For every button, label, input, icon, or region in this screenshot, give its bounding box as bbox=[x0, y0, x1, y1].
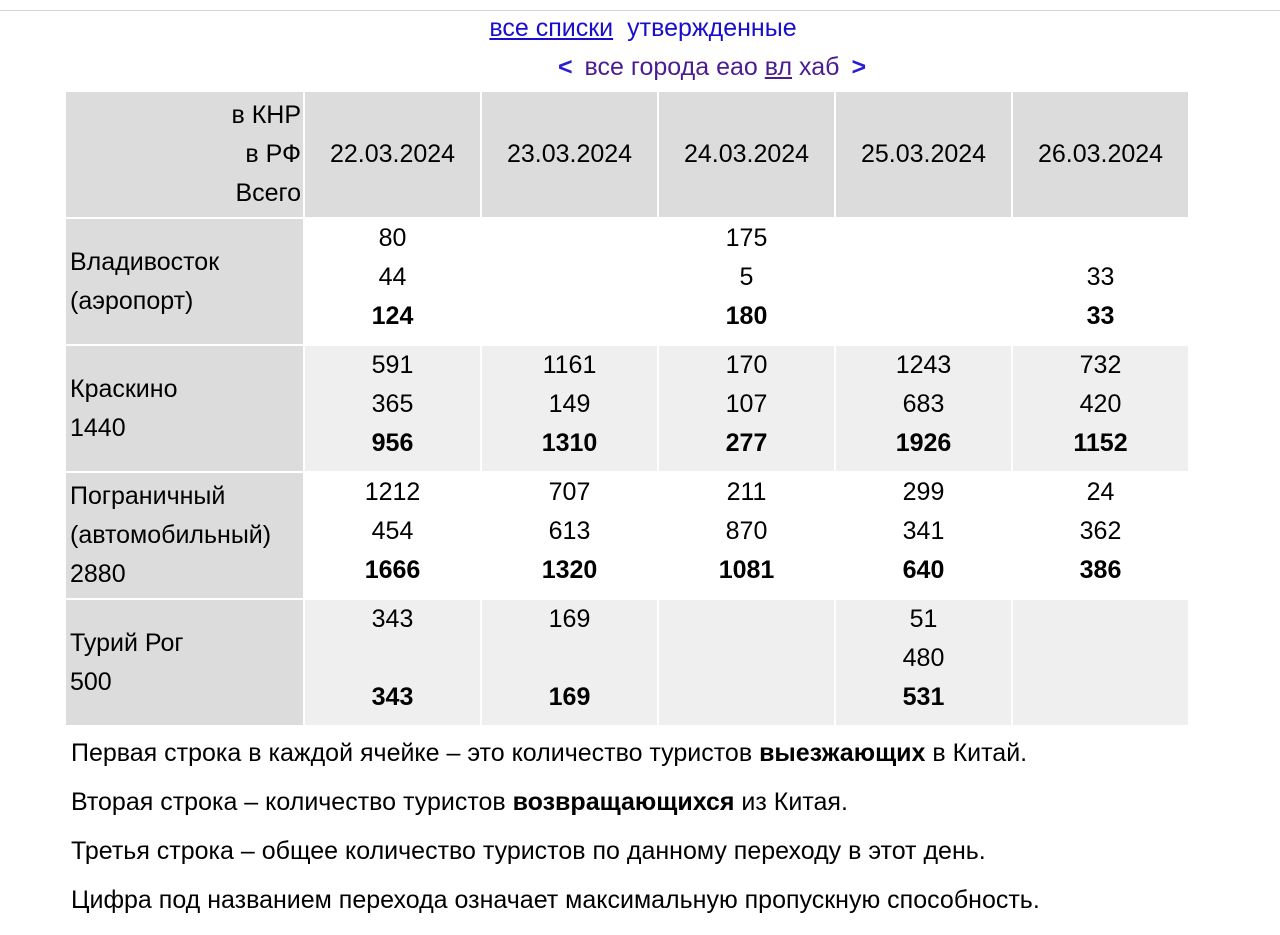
total-count: 956 bbox=[371, 429, 414, 457]
total-count: 386 bbox=[1079, 556, 1122, 584]
corner-label-to-china: в КНР bbox=[231, 101, 301, 129]
note-emphasis: выезжающих bbox=[759, 739, 926, 767]
data-cell bbox=[1013, 473, 1188, 598]
all-lists-link[interactable]: все списки bbox=[489, 14, 614, 42]
next-arrow-button[interactable]: > bbox=[851, 53, 867, 81]
inbound-count: 870 bbox=[725, 517, 768, 545]
approved-link[interactable]: утвержденные bbox=[627, 14, 797, 42]
inbound-count: 454 bbox=[371, 517, 414, 545]
table-row bbox=[66, 600, 1188, 725]
data-cell bbox=[1013, 346, 1188, 471]
outbound-count: 1212 bbox=[364, 478, 421, 506]
corner-label-total: Всего bbox=[235, 179, 301, 207]
crossing-capacity: 500 bbox=[70, 667, 112, 696]
data-cell bbox=[836, 219, 1011, 344]
data-cell bbox=[659, 600, 834, 725]
note-text: Вторая строка – количество туристов bbox=[71, 788, 513, 816]
total-count: 124 bbox=[371, 302, 414, 330]
inbound-count: 341 bbox=[902, 517, 945, 545]
header-corner bbox=[66, 92, 303, 217]
total-count: 1081 bbox=[718, 556, 775, 584]
total-count bbox=[482, 297, 657, 336]
total-count: 277 bbox=[725, 429, 768, 457]
outbound-count: 343 bbox=[371, 605, 414, 633]
date-header: 26.03.2024 bbox=[1013, 92, 1188, 217]
inbound-count: 107 bbox=[725, 390, 768, 418]
data-cell bbox=[659, 473, 834, 598]
total-count bbox=[836, 297, 1011, 336]
inbound-count: 365 bbox=[371, 390, 414, 418]
inbound-count bbox=[659, 639, 834, 678]
top-divider bbox=[0, 10, 1280, 11]
note-line-3: Третья строка – общее количество туристов по данному переходу в этот день. bbox=[71, 837, 986, 865]
date-header: 23.03.2024 bbox=[482, 92, 657, 217]
note-line-1 bbox=[71, 730, 1271, 779]
legend-notes bbox=[71, 730, 1271, 926]
inbound-count: 5 bbox=[739, 263, 754, 291]
outbound-count: 175 bbox=[725, 224, 768, 252]
data-cell bbox=[482, 219, 657, 344]
inbound-count: 480 bbox=[902, 644, 945, 672]
crossing-name: Турий Рог bbox=[70, 628, 184, 657]
inbound-count: 44 bbox=[378, 263, 407, 291]
inbound-count bbox=[482, 258, 657, 297]
date-header: 25.03.2024 bbox=[836, 92, 1011, 217]
total-count: 1666 bbox=[364, 556, 421, 584]
inbound-count: 420 bbox=[1079, 390, 1122, 418]
data-cell bbox=[836, 346, 1011, 471]
date-header: 24.03.2024 bbox=[659, 92, 834, 217]
inbound-count bbox=[305, 639, 480, 678]
city-hab-link[interactable]: хаб bbox=[799, 53, 840, 81]
note-text: в Китай. bbox=[925, 739, 1028, 767]
data-cell bbox=[482, 600, 657, 725]
outbound-count: 299 bbox=[902, 478, 945, 506]
outbound-count: 707 bbox=[548, 478, 591, 506]
note-line-2 bbox=[71, 779, 1271, 828]
outbound-count bbox=[1013, 600, 1188, 639]
outbound-count: 732 bbox=[1079, 351, 1122, 379]
total-count: 640 bbox=[902, 556, 945, 584]
data-cell bbox=[836, 600, 1011, 725]
outbound-count: 51 bbox=[909, 605, 938, 633]
crossing-subtitle: (автомобильный) bbox=[70, 521, 272, 549]
crossing-name: Краскино bbox=[70, 374, 178, 403]
outbound-count bbox=[1013, 219, 1188, 258]
outbound-count: 169 bbox=[548, 605, 591, 633]
crossing-name: Пограничный bbox=[70, 482, 226, 510]
city-nav bbox=[0, 51, 1280, 83]
total-count: 531 bbox=[902, 683, 945, 711]
data-cell bbox=[659, 219, 834, 344]
table-row bbox=[66, 219, 1188, 344]
total-count: 169 bbox=[548, 683, 591, 711]
outbound-count: 170 bbox=[725, 351, 768, 379]
total-count: 1320 bbox=[541, 556, 598, 584]
outbound-count bbox=[659, 600, 834, 639]
total-count: 1926 bbox=[895, 429, 952, 457]
outbound-count: 591 bbox=[371, 351, 414, 379]
data-cell bbox=[305, 600, 480, 725]
total-count bbox=[659, 678, 834, 717]
total-count: 1152 bbox=[1073, 429, 1128, 457]
crossing-label bbox=[66, 473, 303, 598]
total-count: 1310 bbox=[541, 429, 598, 457]
outbound-count: 1243 bbox=[895, 351, 952, 379]
data-cell bbox=[482, 473, 657, 598]
outbound-count: 24 bbox=[1086, 478, 1115, 506]
outbound-count bbox=[836, 219, 1011, 258]
date-header: 22.03.2024 bbox=[305, 92, 480, 217]
data-cell bbox=[482, 346, 657, 471]
table-row bbox=[66, 346, 1188, 471]
outbound-count: 211 bbox=[726, 478, 767, 506]
inbound-count bbox=[836, 258, 1011, 297]
tourist-flow-table bbox=[64, 90, 1190, 727]
crossing-capacity: 2880 bbox=[70, 560, 126, 588]
note-text: из Китая. bbox=[734, 788, 848, 816]
corner-label-to-russia: в РФ bbox=[245, 140, 301, 168]
data-cell bbox=[1013, 219, 1188, 344]
total-count: 343 bbox=[371, 683, 414, 711]
city-vl-link[interactable]: вл bbox=[764, 53, 793, 81]
inbound-count: 149 bbox=[548, 390, 591, 418]
inbound-count bbox=[482, 639, 657, 678]
data-cell bbox=[305, 346, 480, 471]
data-cell bbox=[836, 473, 1011, 598]
total-count: 33 bbox=[1086, 302, 1115, 330]
crossing-label bbox=[66, 600, 303, 725]
total-count bbox=[1013, 678, 1188, 717]
note-line-4: Цифра под названием перехода означает максимальную пропускную способность. bbox=[71, 886, 1040, 914]
data-cell bbox=[659, 346, 834, 471]
outbound-count bbox=[482, 219, 657, 258]
header-row bbox=[66, 92, 1188, 217]
note-text: Первая строка в каждой ячейке – это количество туристов bbox=[71, 739, 760, 767]
crossing-label bbox=[66, 346, 303, 471]
city-eao-link[interactable]: еао bbox=[716, 53, 758, 81]
inbound-count: 613 bbox=[548, 517, 591, 545]
note-emphasis: возвращающихся bbox=[512, 788, 735, 816]
inbound-count bbox=[1013, 639, 1188, 678]
data-cell bbox=[1013, 600, 1188, 725]
crossing-label bbox=[66, 219, 303, 344]
total-count: 180 bbox=[725, 302, 768, 330]
list-nav bbox=[0, 12, 1280, 44]
prev-arrow-button[interactable]: < bbox=[557, 53, 573, 81]
table-row bbox=[66, 473, 1188, 598]
data-cell bbox=[305, 219, 480, 344]
outbound-count: 1161 bbox=[542, 351, 597, 379]
crossing-subtitle: (аэропорт) bbox=[70, 286, 194, 315]
inbound-count: 362 bbox=[1079, 517, 1122, 545]
inbound-count: 683 bbox=[902, 390, 945, 418]
data-cell bbox=[305, 473, 480, 598]
crossing-capacity: 1440 bbox=[70, 413, 126, 442]
crossing-name: Владивосток bbox=[70, 247, 220, 276]
all-cities-link[interactable]: все города bbox=[584, 53, 710, 81]
outbound-count: 80 bbox=[378, 224, 407, 252]
inbound-count: 33 bbox=[1086, 263, 1115, 291]
